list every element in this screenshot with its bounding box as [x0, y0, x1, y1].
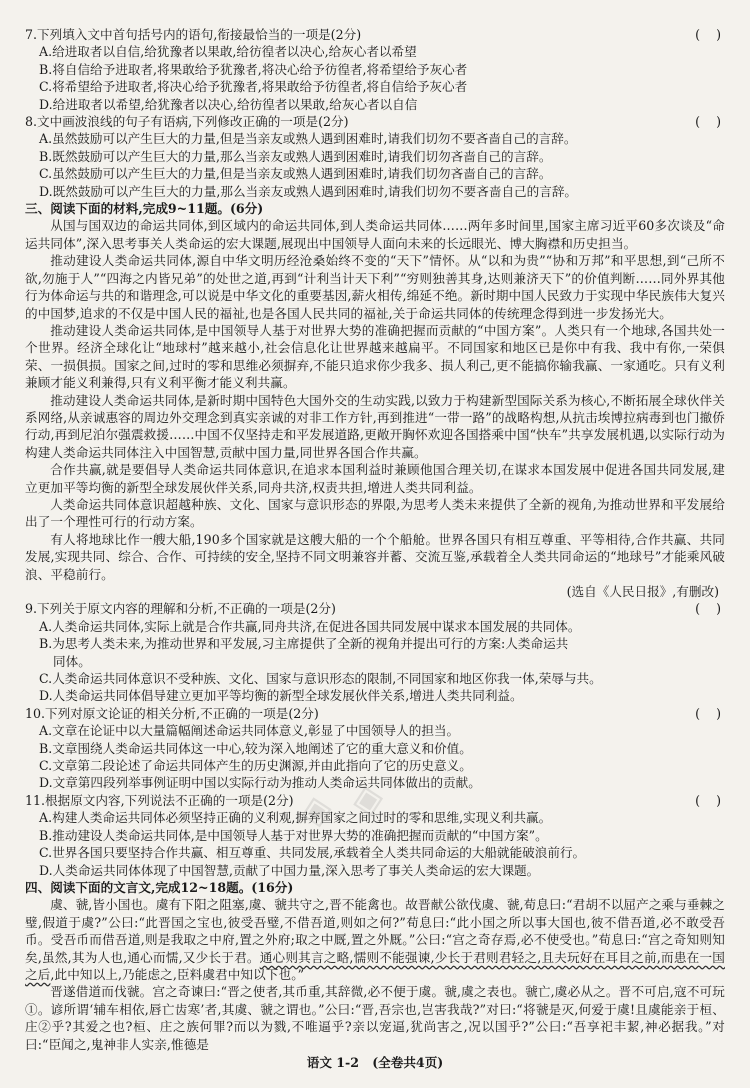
passage-paragraph: 有人将地球比作一艘大船,190多个国家就是这艘大船的一个个船舱。世界各国只有相互尊重、平等相待,合作共赢、共同发展,实现共同、综合、合作、可持续的安全,坚持不同文明兼容并蓄、交流互鉴,承载着全人类共同命运的“地球号”才能乘风破浪、平稳前行。	[25, 531, 725, 582]
passage-text: ,此中知以上,乃能虑之,臣料虞君中知以下也。”	[50, 966, 305, 982]
classical-passage-paragraph	[25, 896, 725, 983]
passage-paragraph: 合作共赢,就是要倡导人类命运共同体意识,在追求本国利益时兼顾他国合理关切,在谋求本国发展中促进各国共同发展,建立更加平等均衡的新型全球发展伙伴关系,同舟共济,权责共担,增进人类共同利益。	[25, 462, 725, 495]
option-a: A.文章在论证中以大量篇幅阐述命运共同体意义,彰显了中国领导人的担当。	[39, 723, 460, 739]
section-4-heading: 四、阅读下面的文言文,完成12~18题。(16分)	[25, 879, 294, 895]
option-c: C.文章第二段论述了命运共同体产生的历史渊源,并由此指向了它的历史意义。	[39, 758, 472, 774]
option-b: B.文章围绕人类命运共同体这一中心,较为深入地阐述了它的重大意义和价值。	[39, 740, 472, 756]
option-a: A.给进取者以自信,给犹豫者以果敢,给彷徨者以决心,给灰心者以希望	[39, 44, 417, 60]
passage-source: (选自《人民日报》,有删改)	[566, 584, 719, 599]
option-c: C.将希望给予进取者,将决心给予犹豫者,将果敢给予彷徨者,将自信给予灰心者	[39, 79, 468, 95]
option-b: B.推动建设人类命运共同体,是中国领导人基于对世界大势的准确把握而贡献的“中国方案”。	[39, 827, 548, 843]
question-7	[25, 26, 725, 43]
option-b: B.为思考人类未来,为推动世界和平发展,习主席提供了全新的视角并提出可行的方案:人类命运共	[39, 636, 569, 652]
question-7-stem: 7.下列填入文中首句括号内的语句,衔接最恰当的一项是(2分)	[25, 27, 362, 42]
option-d: D.文章第四段列举事例证明中国以实际行动为推动人类命运共同体做出的贡献。	[39, 775, 481, 791]
wavy-underlined-sentence: 通心则其言之略,懦则不能强谏,少长于君则君轻之,且夫玩好在耳目之前,而患在一国之后	[25, 949, 725, 982]
passage-paragraph: 推动建设人类命运共同体,是中国领导人基于对世界大势的准确把握而贡献的“中国方案”。人类只有一个地球,各国共处一个世界。经济全球化让“地球村”越来越小,社会信息化让世界越来越扁平。不同国家和地区已是你中有我、我中有你,一荣俱荣、一损俱损。国家之间,过时的零和思维必须摒弃,不能只追求你少我多、损人利己,更不能搞你输我赢、一家通吃。只有义利兼顾才能义利兼得,只有义利平衡才能义利共赢。	[25, 322, 725, 391]
option-a: A.虽然鼓励可以产生巨大的力量,但是当亲友或熟人遇到困难时,请我们切勿不要吝啬自己的言辞。	[39, 131, 577, 147]
question-9	[25, 600, 725, 617]
page-footer: 语文 1-2 (全卷共4页)	[306, 1055, 444, 1070]
exam-page	[25, 0, 725, 1053]
option-d: D.人类命运共同体倡导建立更加平等均衡的新型全球发展伙伴关系,增进人类共同利益。	[39, 688, 523, 704]
answer-bracket: ( )	[695, 792, 721, 808]
passage-paragraph: 人类命运共同体意识超越种族、文化、国家与意识形态的界限,为思考人类未来提供了全新的视角,为推动世界和平发展给出了一个理性可行的行动方案。	[25, 496, 725, 530]
passage-paragraph: 推动建设人类命运共同体,源自中华文明历经沧桑始终不变的“天下”情怀。从“以和为贵”“协和万邦”和平思想,到“己所不欲,勿施于人”“四海之内皆兄弟”的处世之道,再到“计利当计天下利”“穷则独善其身,达则兼济天下”的价值判断……同外界其他行为体命运与共的和谐理念,可以说是中华文化的重要基因,薪火相传,绵延不绝。新时期中国人民致力于实现中华民族伟大复兴的中国梦,追求的不仅是中国人民的福祉,也是各国人民共同的福祉,关于命运共同体的传统理念得到进一步发扬光大。	[25, 253, 725, 321]
option-d: D.人类命运共同体体现了中国智慧,贡献了中国力量,深入思考了事关人类命运的宏大课题。	[39, 862, 540, 878]
option-b: B.既然鼓励可以产生巨大的力量,那么当亲友或熟人遇到困难时,请我们切勿吝啬自己的言辞。	[39, 148, 552, 164]
option-b: B.将自信给予进取者,将果敢给予犹豫者,将决心给予彷徨者,将希望给予灰心者	[39, 61, 468, 77]
section-3-heading: 三、阅读下面的材料,完成9~11题。(6分)	[25, 201, 264, 217]
question-10	[25, 705, 725, 722]
classical-passage-paragraph: 晋遂借道而伐虢。宫之奇谏曰:“晋之使者,其币重,其辞微,必不便于虞。虢,虞之表也。虢亡,虞必从之。晋不可启,寇不可玩①。谚所谓‘辅车相依,唇亡齿寒’者,其虞、虢之谓也。”公曰:“晋,吾宗也,岂害我哉?”对曰:“将虢是灭,何爱于虞!且虞能亲于桓、庄②乎?其爱之也?桓、庄之族何罪?而以为戮,不唯逼乎?亲以宠逼,犹尚害之,况以国乎?”公曰:“吾享祀丰絜,神必据我。”对曰:“臣闻之,鬼神非人实亲,惟德是	[25, 984, 725, 1052]
option-d: D.既然鼓励可以产生巨大的力量,那么当亲友或熟人遇到困难时,请我们切勿不要吝啬自己的言辞。	[39, 183, 578, 199]
passage-paragraph: 从国与国双边的命运共同体,到区域内的命运共同体,到人类命运共同体……两年多时间里,国家主席习近平60多次谈及“命运共同体”,深入思考事关人类命运的宏大课题,展现出中国领导人面向未来的长远眼光、博大胸襟和历史担当。	[25, 218, 725, 251]
option-c: C.世界各国只要坚持合作共赢、相互尊重、共同发展,承载着全人类共同命运的大船就能破浪前行。	[39, 845, 586, 861]
question-8-stem: 8.文中画波浪线的句子有语病,下列修改正确的一项是(2分)	[25, 114, 349, 130]
question-11-stem: 11.根据原文内容,下列说法不正确的一项是(2分)	[25, 792, 294, 808]
question-9-stem: 9.下列关于原文内容的理解和分析,不正确的一项是(2分)	[25, 601, 336, 617]
answer-bracket: ( )	[695, 114, 721, 130]
passage-paragraph: 推动建设人类命运共同体,是新时期中国特色大国外交的生动实践,以致力于构建新型国际关系为核心,不断拓展全球伙伴关系网络,从亲诚惠容的周边外交理念到真实亲诚的对非工作方针,再到推进“一带一路”的战略构想,从抗击埃博拉病毒到也门撤侨行动,再到尼泊尔强震救援……中国不仅坚持走和平发展道路,更敞开胸怀欢迎各国搭乘中国“快车”共享发展机遇,以实际行动为构建人类命运共同体注入中国智慧,贡献中国力量,同世界各国合作共赢。	[25, 392, 725, 460]
option-a: A.构建人类命运共同体必须坚持正确的义利观,摒弃国家之间过时的零和思维,实现义利共赢。	[39, 810, 552, 826]
option-d: D.给进取者以希望,给犹豫者以决心,给彷徨者以果敢,给灰心者以自信	[39, 96, 418, 112]
answer-bracket: ( )	[695, 705, 721, 721]
answer-bracket: ( )	[695, 601, 721, 617]
answer-bracket: ( )	[695, 27, 721, 42]
passage-text: 虞、虢,皆小国也。虞有下阳之阻塞,虞、虢共守之,晋不能禽也。故晋献公欲伐虞、虢,荀息曰:“君胡不以屈产之乘与垂棘之璧,假道于虞?”公曰:“此晋国之宝也,彼受吾璧,不借吾道,则如之何?”荀息曰:“此小国之所以事大国也,彼不借吾道,必不敢受吾币。受吾币而借吾道,则是我取之中府,置之外府;取之中厩,置之外厩。”公曰:“宫之奇存焉,必不使受也。”荀息曰:“宫之奇知则知矣,虽然,其为人也,通心而懦,又少长于君。	[25, 897, 725, 965]
question-10-stem: 10.下列对原文论证的相关分析,不正确的一项是(2分)	[25, 705, 319, 721]
question-8	[25, 113, 725, 130]
option-c: C.虽然鼓励可以产生巨大的力量,但是当亲友或熟人遇到困难时,请我们切勿吝啬自己的言辞。	[39, 166, 552, 182]
watermark-logo: ◈ ◈	[296, 771, 392, 836]
option-c: C.人类命运共同体意识不受种族、文化、国家与意识形态的限制,不同国家和地区你我一体,荣辱与共。	[39, 671, 602, 687]
option-a: A.人类命运共同体,实际上就是合作共赢,同舟共济,在促进各国共同发展中谋求本国发展的共同体。	[39, 618, 581, 634]
option-b-continuation: 同体。	[53, 653, 91, 669]
